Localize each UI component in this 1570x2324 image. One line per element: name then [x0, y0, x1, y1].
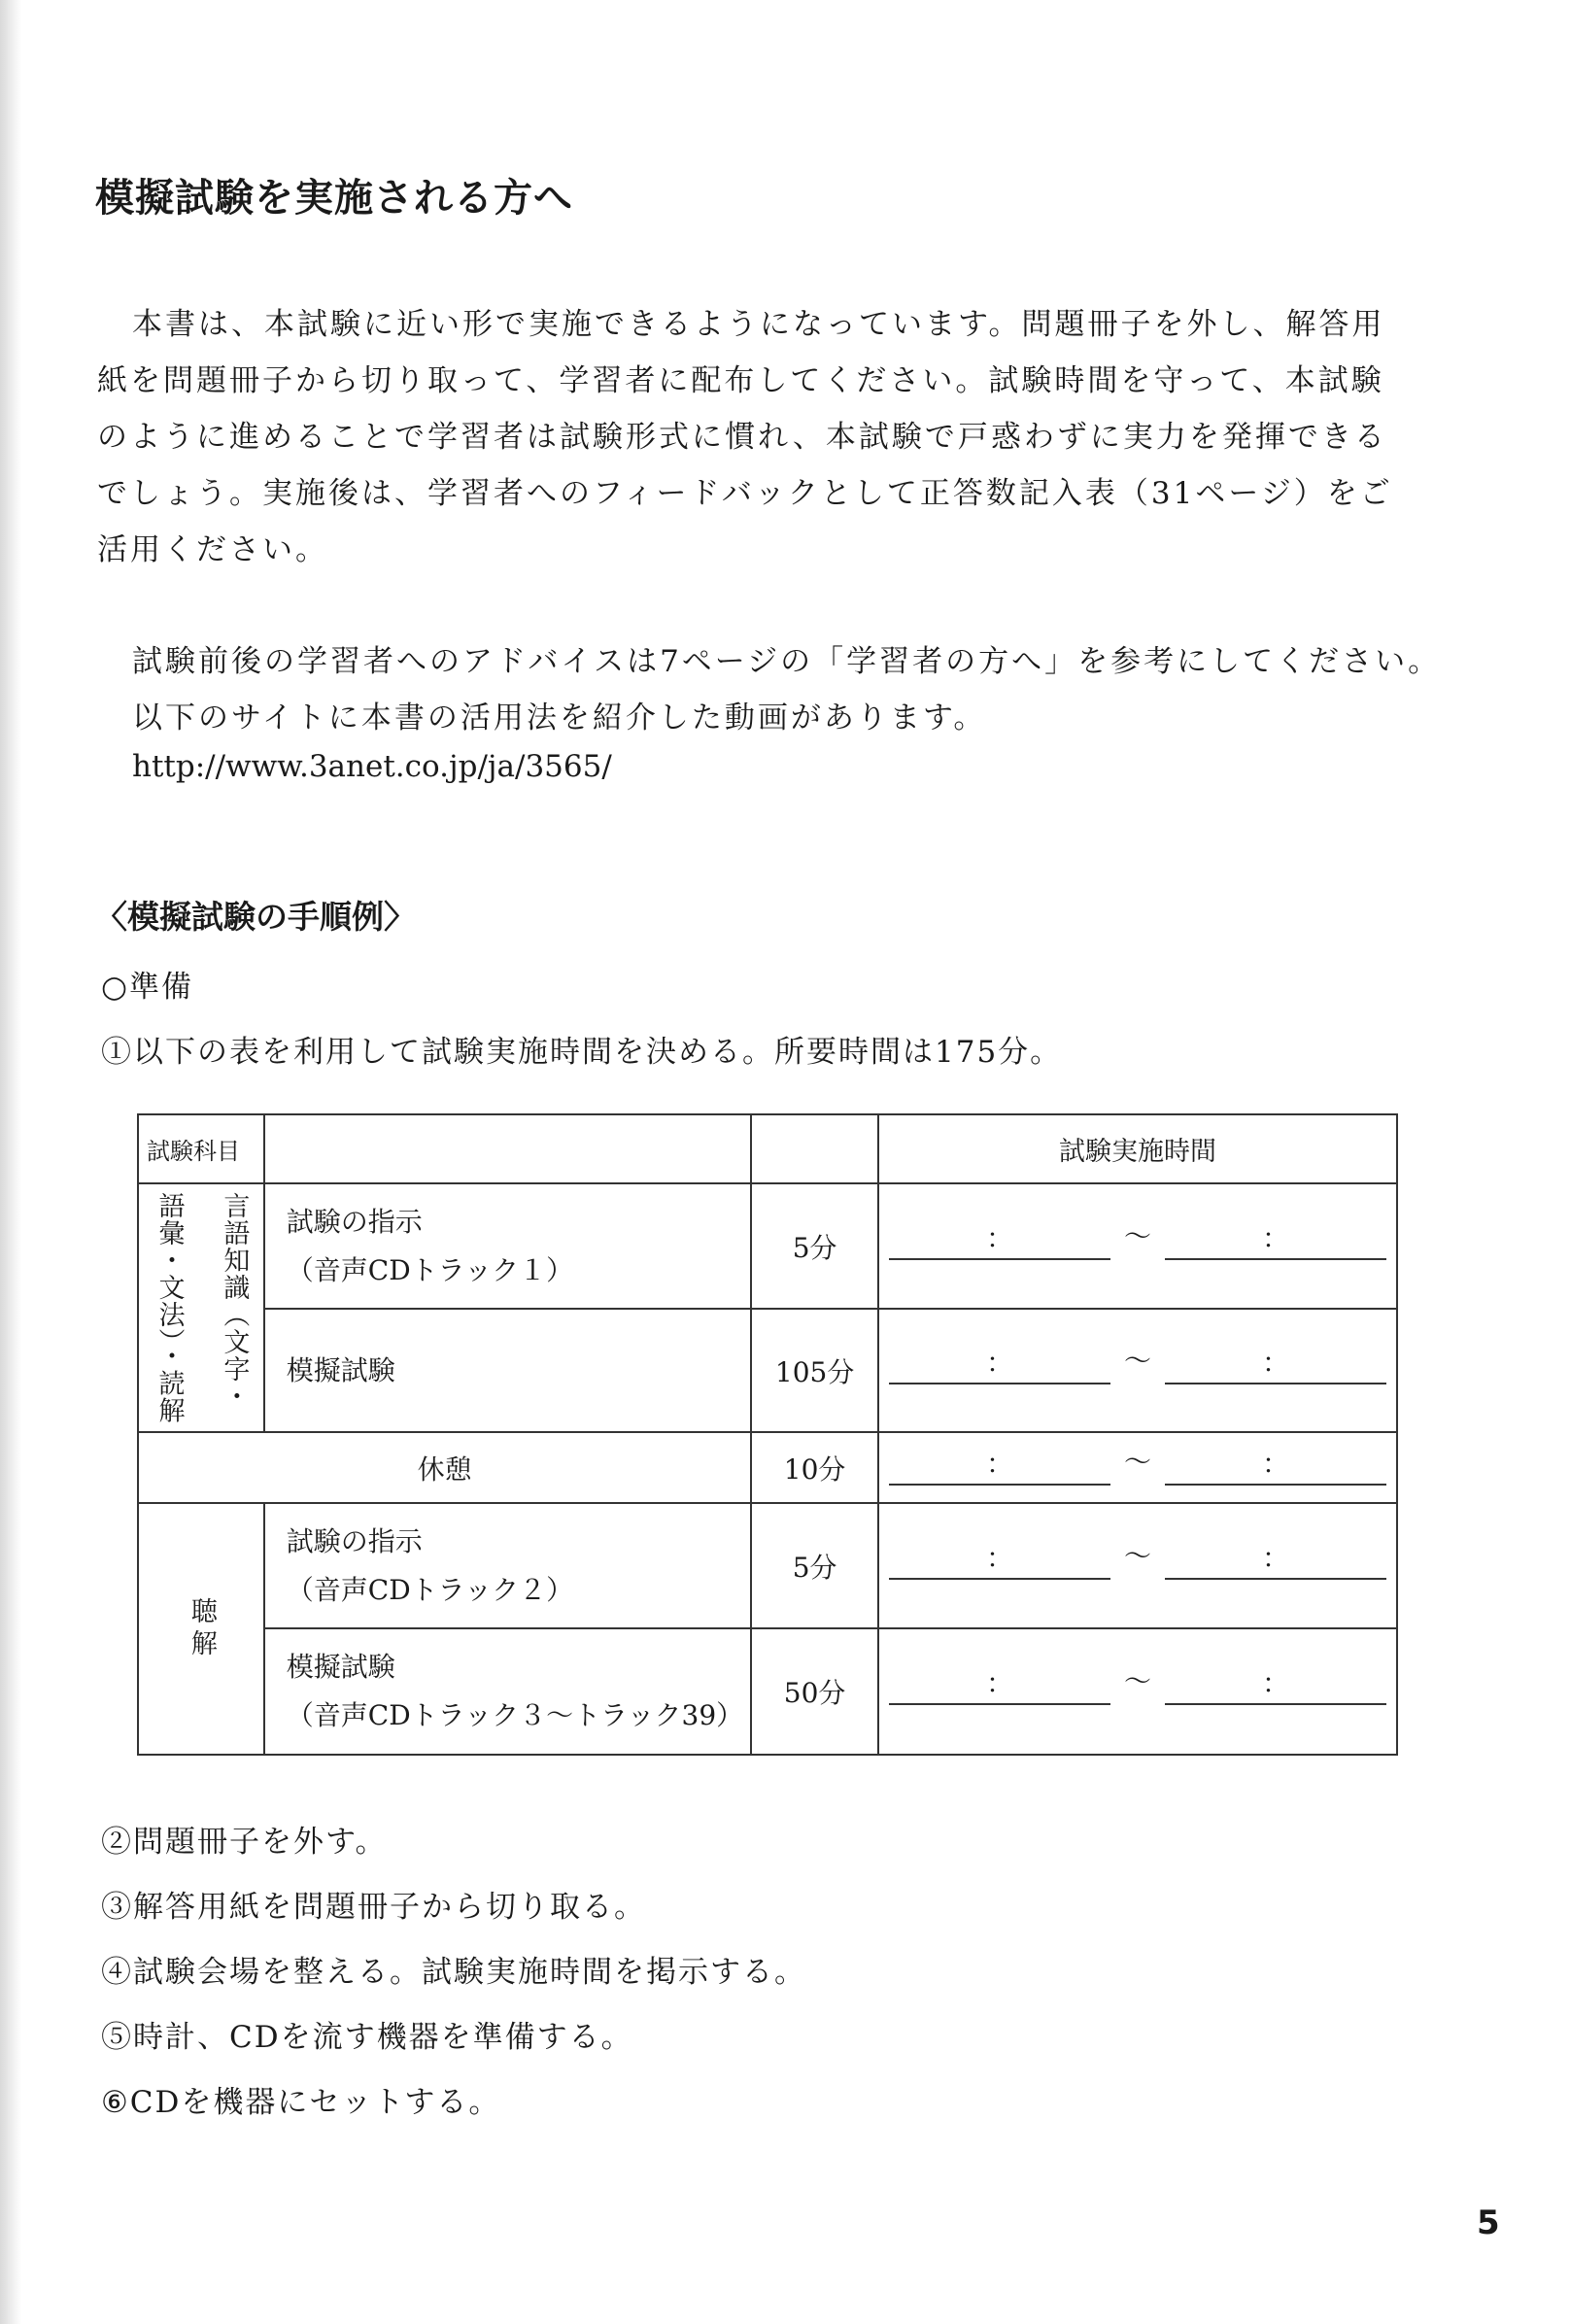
row-item [264, 1628, 751, 1755]
step-5: ⑤時計、CDを流す機器を準備する。 [101, 2020, 633, 2055]
step-6: ⑥CDを機器にセットする。 [101, 2085, 501, 2120]
row-duration: 10分 [751, 1432, 878, 1503]
end-time-blank[interactable]: ： [1165, 1221, 1386, 1260]
row-item-title: 試験の指示 [286, 1205, 423, 1238]
table-row [138, 1183, 1397, 1309]
section-label-line-2: 語彙・文法）・読解 [154, 1191, 185, 1424]
page-edge-shadow [0, 0, 21, 2324]
section-label-line-1: 言語知識（文字・ [219, 1191, 250, 1410]
row-item-note: （音声CDトラック３〜トラック39） [286, 1699, 744, 1731]
section-label-listening [138, 1503, 264, 1755]
table-row [138, 1309, 1397, 1432]
row-item-title: 試験の指示 [286, 1524, 423, 1557]
step-2: ②問題冊子を外す。 [101, 1825, 388, 1860]
start-time-blank[interactable]: ： [889, 1221, 1110, 1260]
row-item-title: 模擬試験 [286, 1353, 395, 1386]
row-duration: 50分 [751, 1628, 878, 1755]
tilde: 〜 [1123, 1219, 1151, 1252]
step-4: ④試験会場を整える。試験実施時間を掲示する。 [101, 1955, 806, 1990]
time-slot [878, 1183, 1397, 1309]
header-time: 試験実施時間 [878, 1114, 1397, 1183]
time-slot [878, 1503, 1397, 1628]
row-duration: 5分 [751, 1503, 878, 1628]
video-url[interactable]: http://www.3anet.co.jp/ja/3565/ [132, 749, 612, 784]
tilde: 〜 [1123, 1445, 1151, 1478]
time-slot [878, 1309, 1397, 1432]
time-slot [878, 1628, 1397, 1755]
row-item-title: 模擬試験 [286, 1651, 395, 1683]
table-row [138, 1628, 1397, 1755]
prep-label: ○準備 [101, 970, 194, 1005]
start-time-blank[interactable]: ： [889, 1541, 1110, 1580]
page-title: 模擬試験を実施される方へ [95, 176, 573, 221]
end-time-blank[interactable]: ： [1165, 1541, 1386, 1580]
start-time-blank[interactable]: ： [889, 1346, 1110, 1384]
row-item-note: （音声CDトラック１） [286, 1253, 574, 1286]
table-header-row [138, 1114, 1397, 1183]
intro-paragraph: 本書は、本試験に近い形で実施できるようになっています。問題冊子を外し、解答用紙を問題冊子から切り取って、学習者に配布してください。試験時間を守って、本試験のように進めることで学習者は試験形式に慣れ、本試験で戸惑わずに実力を発揮できるでしょう。実施後は、学習者へのフィードバックとして正答数記入表（31ページ）をご活用ください。 [97, 307, 1393, 567]
step-1: ①以下の表を利用して試験実施時間を決める。所要時間は175分。 [101, 1035, 1063, 1070]
row-item-note: （音声CDトラック２） [286, 1573, 574, 1606]
page-number: 5 [1477, 2204, 1500, 2242]
row-duration: 105分 [751, 1309, 878, 1432]
header-subject: 試験科目 [138, 1114, 264, 1183]
procedure-heading: 〈模擬試験の手順例〉 [95, 898, 416, 936]
break-label: 休憩 [138, 1432, 751, 1503]
table-row [138, 1432, 1397, 1503]
section-label-language [138, 1183, 264, 1432]
row-duration: 5分 [751, 1183, 878, 1309]
row-item [264, 1309, 751, 1432]
tilde: 〜 [1123, 1539, 1151, 1572]
row-item [264, 1503, 751, 1628]
end-time-blank[interactable]: ： [1165, 1346, 1386, 1384]
tilde: 〜 [1123, 1665, 1151, 1697]
video-notice: 以下のサイトに本書の活用法を紹介した動画があります。 [132, 701, 987, 735]
end-time-blank[interactable]: ： [1165, 1447, 1386, 1486]
table-row [138, 1503, 1397, 1628]
end-time-blank[interactable]: ： [1165, 1666, 1386, 1705]
advice-reference: 試験前後の学習者へのアドバイスは7ページの「学習者の方へ」を参考にしてください。 [132, 644, 1442, 679]
exam-schedule-table [137, 1113, 1398, 1756]
time-slot [878, 1432, 1397, 1503]
section-label-text: 聴解 [186, 1596, 217, 1661]
start-time-blank[interactable]: ： [889, 1666, 1110, 1705]
start-time-blank[interactable]: ： [889, 1447, 1110, 1486]
tilde: 〜 [1123, 1344, 1151, 1377]
row-item [264, 1183, 751, 1309]
step-3: ③解答用紙を問題冊子から切り取る。 [101, 1890, 646, 1925]
